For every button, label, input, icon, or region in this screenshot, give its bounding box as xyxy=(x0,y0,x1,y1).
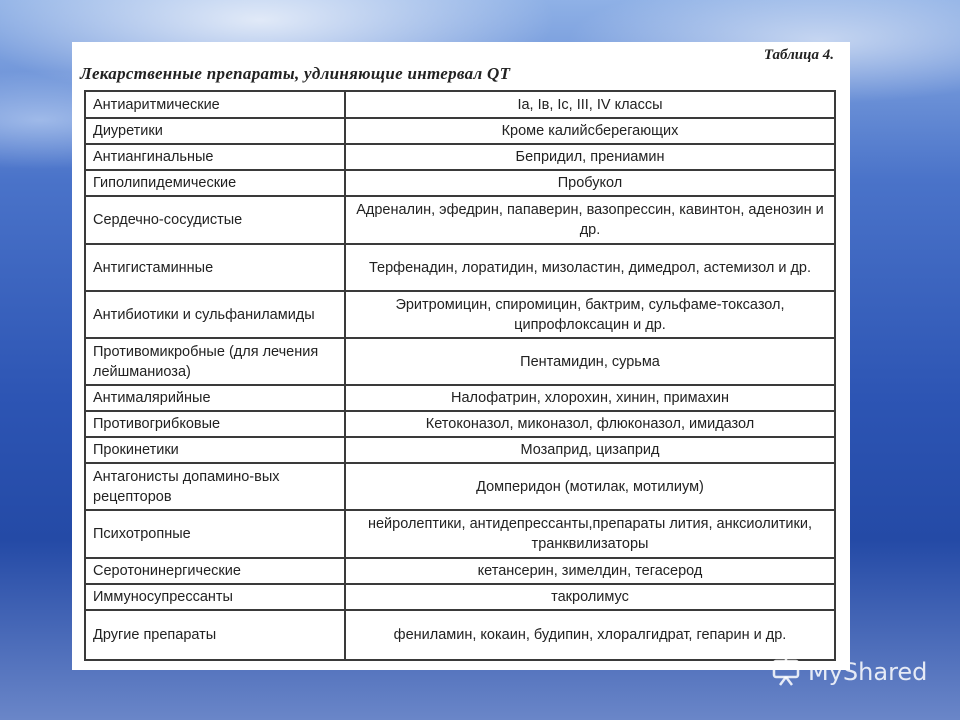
category-cell: Прокинетики xyxy=(85,437,345,463)
table-row xyxy=(85,91,835,118)
drugs-cell: Кроме калийсберегающих xyxy=(345,118,835,144)
table-caption: Таблица 4. xyxy=(763,47,834,63)
category-cell: Диуретики xyxy=(85,118,345,144)
category-cell: Серотонинергические xyxy=(85,558,345,584)
table-row xyxy=(85,244,835,291)
drugs-cell: такролимус xyxy=(345,584,835,610)
presentation-board-icon xyxy=(770,656,802,688)
table-row xyxy=(85,118,835,144)
category-cell: Антагонисты допамино-вых рецепторов xyxy=(85,463,345,510)
category-cell: Антибиотики и сульфаниламиды xyxy=(85,291,345,338)
category-cell: Сердечно-сосудистые xyxy=(85,196,345,244)
myshared-watermark[interactable] xyxy=(770,656,927,688)
table-row xyxy=(85,584,835,610)
table-row xyxy=(85,463,835,510)
drugs-cell: Налофатрин, хлорохин, хинин, примахин xyxy=(345,385,835,411)
category-cell: Иммуносупрессанты xyxy=(85,584,345,610)
category-cell: Гиполипидемические xyxy=(85,170,345,196)
category-cell: Психотропные xyxy=(85,510,345,558)
category-cell: Антималярийные xyxy=(85,385,345,411)
drugs-cell: Мозаприд, цизаприд xyxy=(345,437,835,463)
table-row xyxy=(85,196,835,244)
table-row xyxy=(85,291,835,338)
table-row xyxy=(85,385,835,411)
drugs-cell: фениламин, кокаин, будипин, хлоралгидрат, гепарин и др. xyxy=(345,610,835,660)
table-row xyxy=(85,558,835,584)
drugs-cell: Терфенадин, лоратидин, мизоластин, димедрол, астемизол и др. xyxy=(345,244,835,291)
drugs-cell: Ia, Iв, Ic, III, IV классы xyxy=(345,91,835,118)
document-page xyxy=(72,42,850,670)
category-cell: Антигистаминные xyxy=(85,244,345,291)
table-row xyxy=(85,610,835,660)
drugs-cell: Кетоконазол, миконазол, флюконазол, имидазол xyxy=(345,411,835,437)
category-cell: Антиангинальные xyxy=(85,144,345,170)
drugs-cell: Бепридил, прениамин xyxy=(345,144,835,170)
category-cell: Противогрибковые xyxy=(85,411,345,437)
drugs-cell: Адреналин, эфедрин, папаверин, вазопрессин, кавинтон, аденозин и др. xyxy=(345,196,835,244)
category-cell: Другие препараты xyxy=(85,610,345,660)
drugs-cell: кетансерин, зимелдин, тегасерод xyxy=(345,558,835,584)
drugs-cell: Домперидон (мотилак, мотилиум) xyxy=(345,463,835,510)
watermark-text: MyShared xyxy=(808,658,928,686)
table-row xyxy=(85,411,835,437)
drugs-cell: Пробукол xyxy=(345,170,835,196)
category-cell: Антиаритмические xyxy=(85,91,345,118)
drug-table xyxy=(84,90,836,661)
table-row xyxy=(85,144,835,170)
table-title: Лекарственные препараты, удлиняющие интервал QT xyxy=(80,64,511,83)
table-row xyxy=(85,437,835,463)
table-row xyxy=(85,338,835,385)
drugs-cell: нейролептики, антидепрессанты,препараты лития, анксиолитики, транквилизаторы xyxy=(345,510,835,558)
drugs-cell: Пентамидин, сурьма xyxy=(345,338,835,385)
drugs-cell: Эритромицин, спиромицин, бактрим, сульфаме-токсазол, ципрофлоксацин и др. xyxy=(345,291,835,338)
category-cell: Противомикробные (для лечения лейшманиоза) xyxy=(85,338,345,385)
table-row xyxy=(85,170,835,196)
table-row xyxy=(85,510,835,558)
